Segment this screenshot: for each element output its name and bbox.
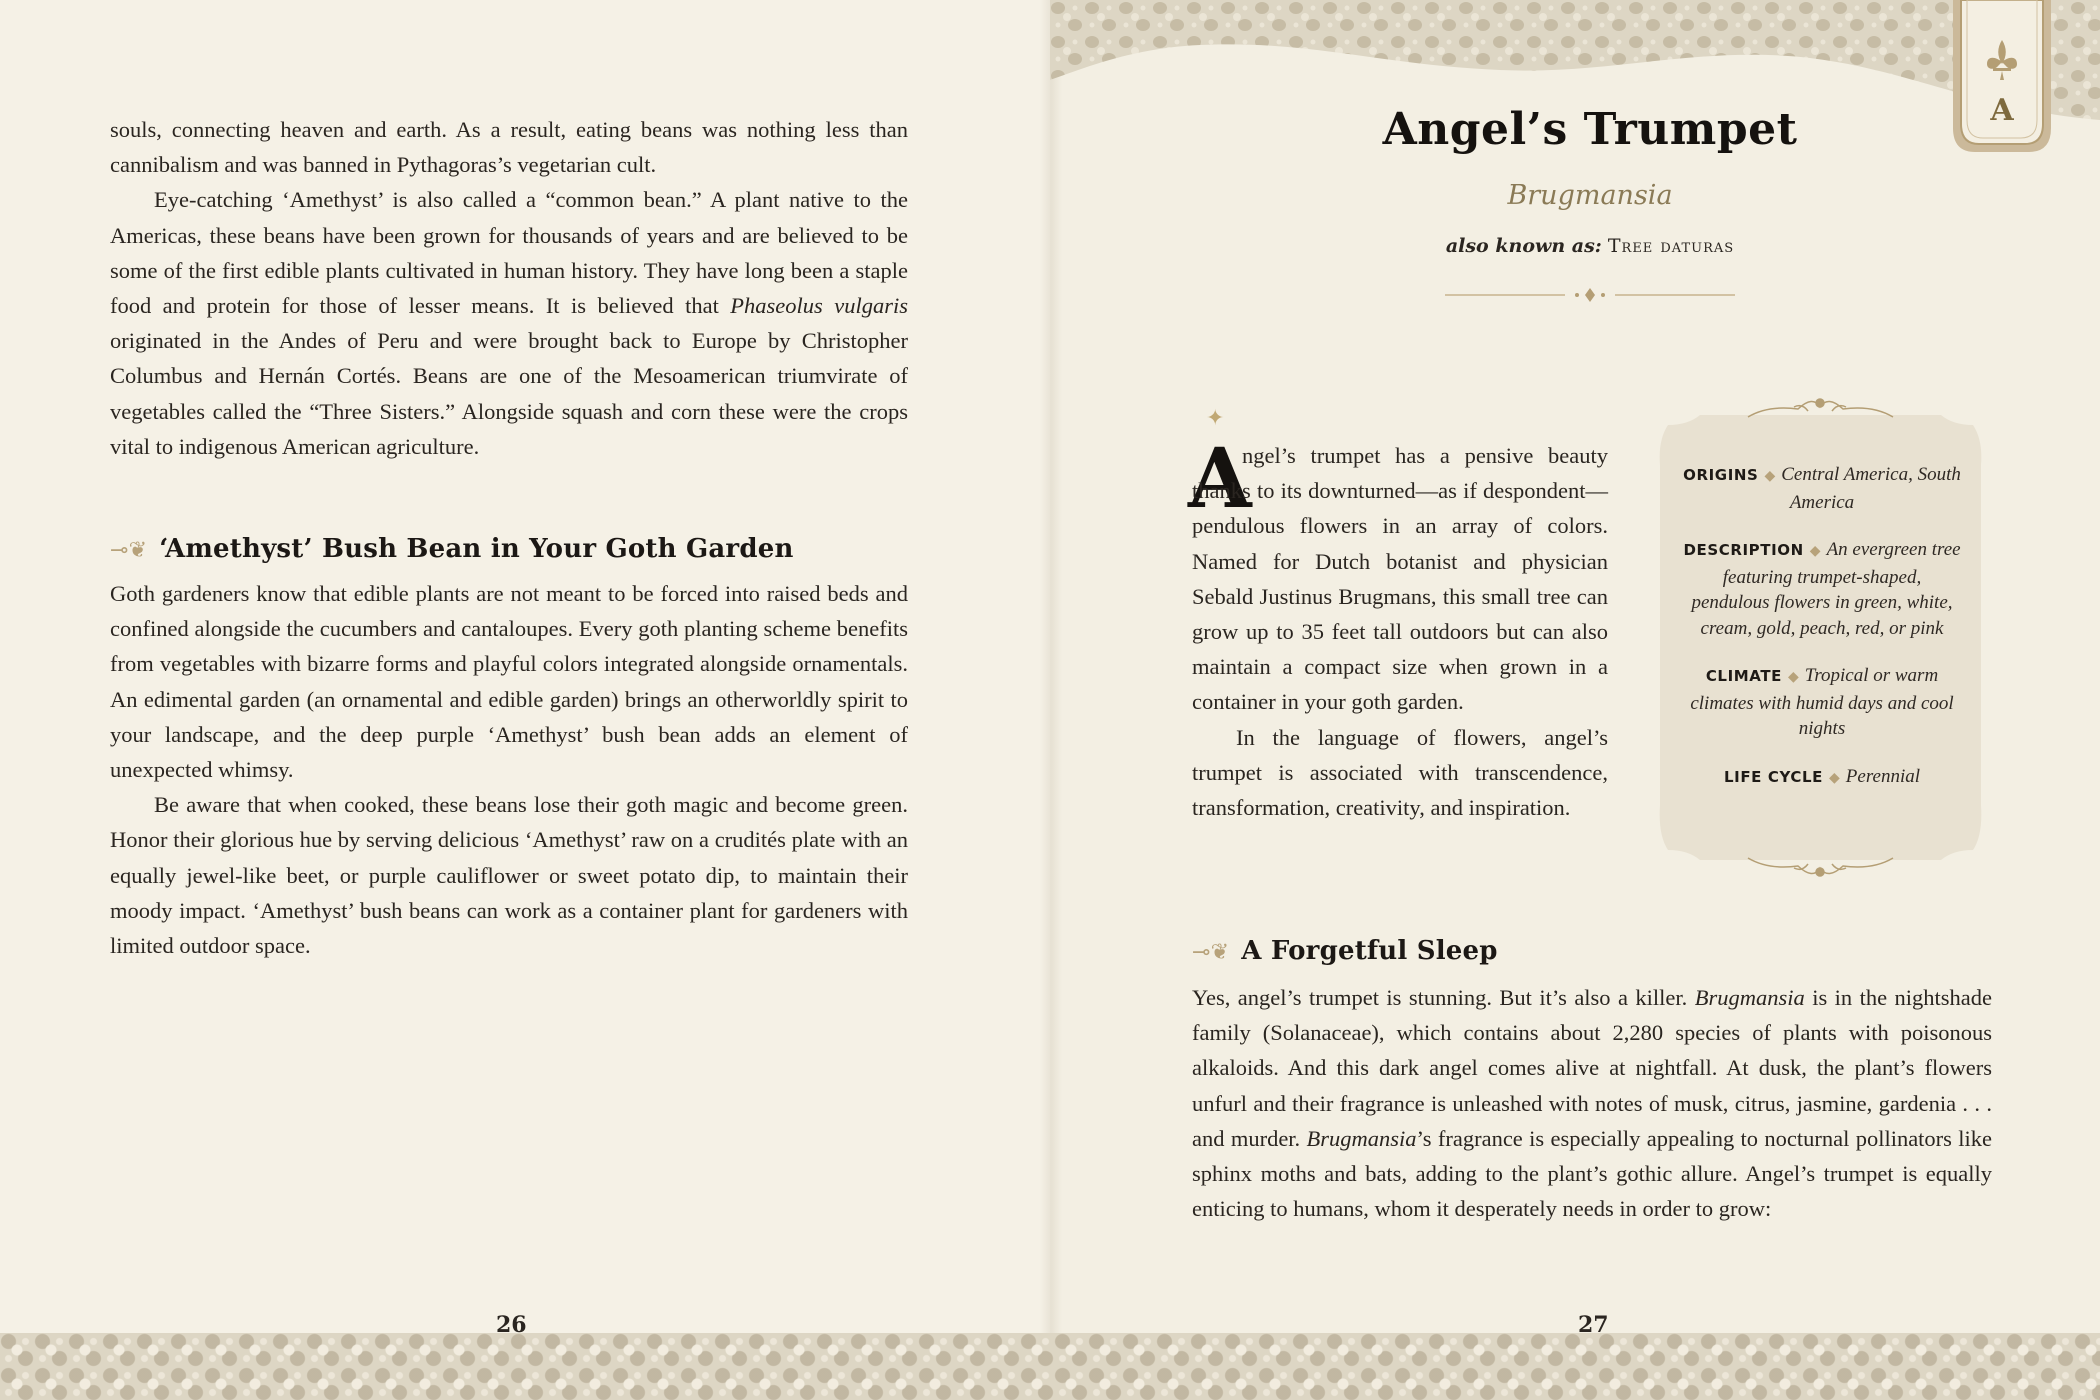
left-text-block-bottom (110, 576, 908, 963)
paragraph: Be aware that when cooked, these beans lose their goth magic and become green. Honor their glorious hue by serving delicious ‘Amethyst’ raw on a crudités plate with an equally jewel-like beet, or purple cauliflower or sweet potato dip, to maintain their moody impact. ‘Amethyst’ bush beans can work as a container plant for gardeners with limited outdoor space. (110, 792, 908, 959)
aka-value: Tree daturas (1607, 235, 1735, 257)
paragraph: Eye-catching ‘Amethyst’ is also called a “common bean.” A plant native to the Americas, these beans have been grown for thousands of years and are believed to be some of the first edible plants cultivated in human history. They have long been a staple food and protein for those of lesser means. It is believed that Phaseolus vulgaris originated in the Andes of Peru and were brought back to Europe by Christopher Columbus and Hernán Cortés. Beans are one of the Mesoamerican triumvirate of vegetables called the “Three Sisters.” Alongside squash and corn these were the crops vital to indigenous American agriculture. (110, 187, 908, 459)
paragraph: ngel’s trumpet has a pensive beauty thanks to its downturned—as if despondent—pendulous flowers in an array of colors. Named for Dutch botanist and physician Sebald Justinus Brugmans, this small tree can grow up to 35 feet tall outdoors but can also maintain a compact size when grown in a container in your goth garden. (1192, 443, 1608, 715)
tab-letter: A (1990, 93, 2014, 128)
entry-title: Angel’s Trumpet (1382, 104, 1798, 155)
paragraph: souls, connecting heaven and earth. As a result, eating beans was nothing less than cannibalism and was banned in Pythagoras’s vegetarian cult. (110, 117, 908, 178)
intro-text-block (1192, 438, 1608, 825)
diamond-icon: ◆ (1829, 770, 1840, 786)
top-scroll-ornament-icon (1748, 399, 1893, 417)
bottom-scroll-ornament-icon (1748, 858, 1893, 876)
section-heading: ⊸❦ A Forgetful Sleep (1192, 936, 1498, 966)
diamond-icon: ◆ (1788, 670, 1799, 685)
paragraph: In the language of flowers, angel’s trumpet is associated with transcendence, transformation, creativity, and inspiration. (1192, 724, 1608, 821)
sparkle-icon: ✦ (1206, 405, 1225, 430)
also-known-as (1050, 235, 2100, 257)
info-life-cycle: LIFE CYCLE ◆ Perennial (1723, 765, 1920, 787)
drop-cap: A (1188, 431, 1252, 527)
heading-ornament-icon: ⊸❦ (110, 538, 148, 563)
paragraph: Goth gardeners know that edible plants are not meant to be forced into raised beds and confined alongside the cucumbers and cantaloupes. Every goth planting scheme benefits from vegetables with bizarre forms and playful colors integrated alongside ornamentals. An edimental garden (an ornamental and edible garden) brings an otherworldly spirit to your landscape, and the deep purple ‘Amethyst’ bush bean adds an element of unexpected whimsy. (110, 581, 908, 783)
info-climate: CLIMATE ◆ Tropical or warm climates with humid days and cool nights (1690, 665, 1954, 739)
page-number: 26 (496, 1312, 527, 1338)
page-number: 27 (1578, 1312, 1609, 1338)
section-heading: ⊸❦ ‘Amethyst’ Bush Bean in Your Goth Garden (110, 534, 794, 564)
info-panel-content (1682, 462, 1962, 813)
info-origins: ORIGINS ◆ Central America, South America (1683, 464, 1961, 513)
diamond-icon: ◆ (1809, 544, 1821, 559)
paragraph: Yes, angel’s trumpet is stunning. But it’s also a killer. Brugmansia is in the nightshade family (Solanaceae), which contains about 2,280 species of plants with poisonous alkaloids. And this dark angel comes alive at nightfall. At dusk, the plant’s flowers unfurl and their fragrance is unleashed with notes of musk, citrus, jasmine, gardenia . . . and murder. Brugmansia’s fragrance is especially appealing to nocturnal pollinators like sphinx moths and bats, adding to the plant’s gothic allure. Angel’s trumpet is equally enticing to humans, whom it desperately needs in order to grow: (1192, 985, 1992, 1222)
bottom-damask-border (0, 1333, 2100, 1400)
info-description: DESCRIPTION ◆ An evergreen tree featuring trumpet-shaped, pendulous flowers in green, white, cream, gold, peach, red, or pink (1683, 539, 1961, 639)
title-divider-ornament (1445, 284, 1735, 306)
left-text-block-top (110, 112, 908, 464)
heading-ornament-icon: ⊸❦ (1192, 940, 1230, 965)
right-text-block-bottom (1192, 980, 1992, 1226)
latin-name: Brugmansia (1507, 180, 1673, 211)
diamond-icon: ◆ (1764, 469, 1776, 484)
aka-label: also known as: (1445, 235, 1602, 257)
